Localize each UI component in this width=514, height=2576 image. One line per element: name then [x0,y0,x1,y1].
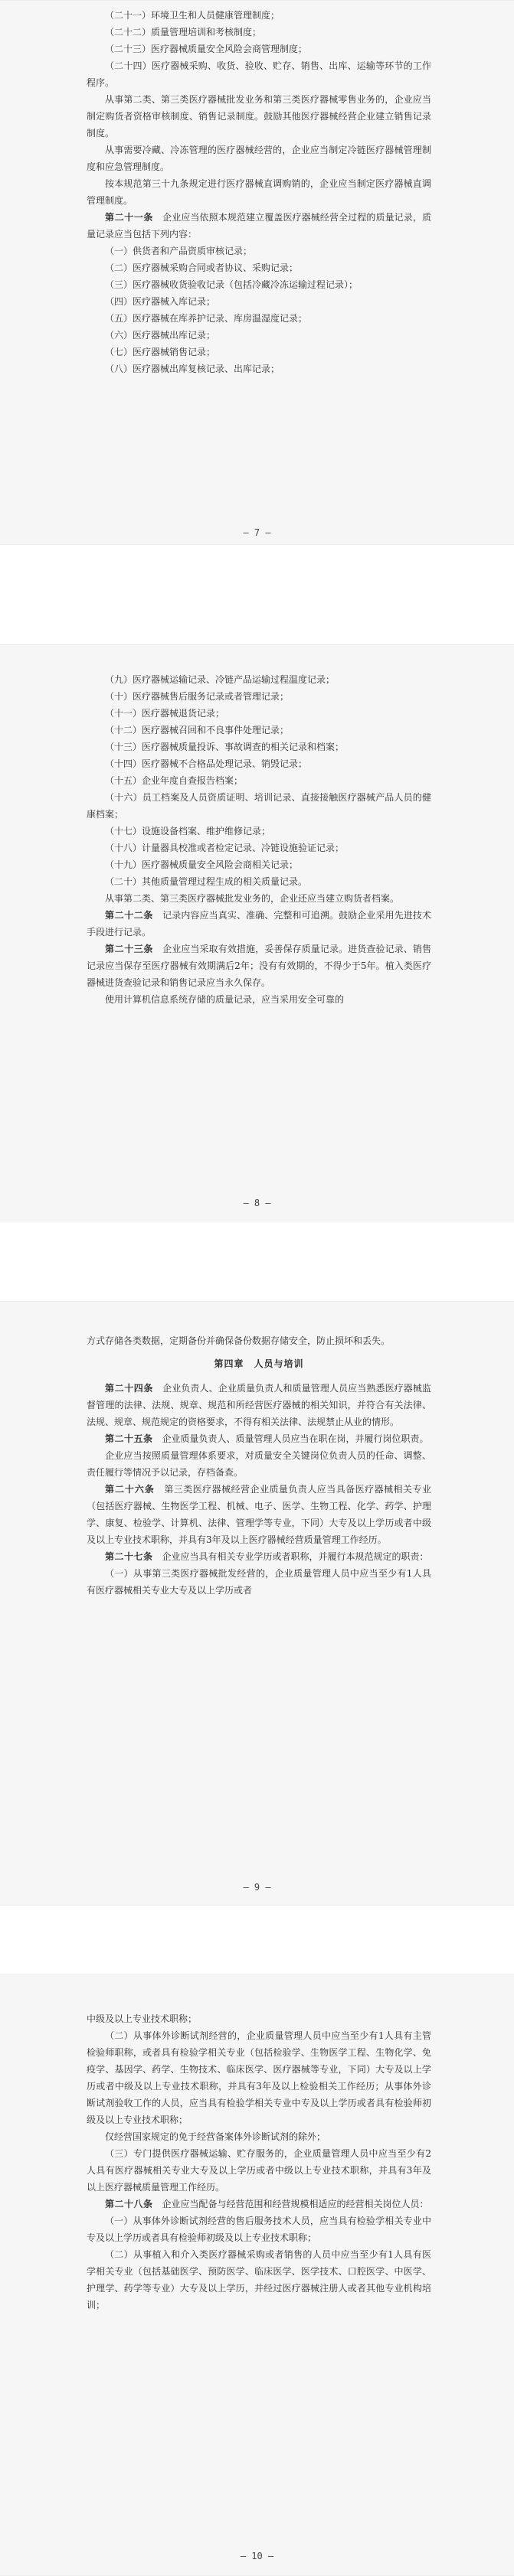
list-item: （十四）医疗器械不合格品处理记录、销毁记录； [105,758,308,769]
paragraph: 从事第二类、第三类医疗器械批发业务和第三类医疗器械零售业务的，企业应当制定购货者资格审核制度、销售记录制度。鼓励其他医疗器械经营企业建立销售记录制度。 [87,94,431,139]
paragraph: （一）从事体外诊断试剂经营的售后服务技术人员，应当具有检验学相关专业中专及以上学历或者具有检验师初级及以上专业技术职称； [87,2216,431,2243]
list-item: （二）医疗器械采购合同或者协议、采购记录； [105,262,299,273]
page-9-body [87,1332,431,1599]
paragraph: 仅经营国家规定的免于经营备案体外诊断试剂的除外； [105,2131,326,2142]
document-page-7 [0,0,514,545]
article-label: 第二十五条 [105,1433,153,1444]
list-item: （十三）医疗器械质量投诉、事故调查的相关记录和档案； [105,742,345,752]
paragraph: 从事需要冷藏、冷冻管理的医疗器械经营的，企业应当制定冷链医疗器械管理制度和应急管理制度。 [87,145,431,172]
document-page-8 [0,644,514,1221]
page-number: — 7 — [243,527,271,538]
list-item: （四）医疗器械入库记录； [105,296,216,307]
article-label: 第二十一条 [105,212,154,223]
paragraph: 从事第二类、第三类医疗器械批发业务的，企业还应当建立购货者档案。 [105,893,400,904]
article-26 [87,1481,431,1548]
paragraph: 按本规范第三十九条规定进行医疗器械直调购销的，企业应当制定医疗器械直调管理制度。 [87,178,431,206]
page-number: — 9 — [243,1882,271,1893]
paragraph: （一）从事第三类医疗器械批发经营的，企业质量管理人员中应当至少有1人具有医疗器械相关专业大专及以上学历或者 [87,1568,431,1596]
list-item: （十二）医疗器械召回和不良事件处理记录； [105,725,290,735]
article-text: 企业应当配备与经营范围和经营规模相适应的经营相关岗位人员： [162,2199,429,2209]
list-item: （九）医疗器械运输记录、冷链产品运输过程温度记录； [105,674,336,685]
article-label: 第二十二条 [105,910,154,921]
list-item: （三）医疗器械收货验收记录（包括冷藏冷冻运输过程记录）； [105,279,358,290]
list-item: （一）供货者和产品资质审核记录； [105,246,253,256]
list-item: （十八）计量器具校准或者检定记录、冷链设施验证记录； [105,843,345,853]
page-number: — 10 — [240,2551,274,2561]
list-item: （十六）员工档案及人员资质证明、培训记录、直接接触医疗器械产品人员的健康档案； [87,792,431,820]
list-item: （六）医疗器械出库记录； [105,330,216,341]
page-number: — 8 — [243,1198,271,1208]
document-page-10 [0,1974,514,2576]
article-text: 企业质量负责人、质量管理人员应当在职在岗，并履行岗位职责。 [162,1433,429,1444]
list-item: （十九）医疗器械质量安全风险会商相关记录； [105,859,299,870]
list-item: （七）医疗器械销售记录； [105,347,216,357]
article-21 [87,209,431,243]
article-label: 第二十四条 [105,1383,154,1394]
article-label: 第二十七条 [105,1551,153,1562]
paragraph: 方式存储各类数据，定期备份并确保备份数据存储安全，防止损坏和丢失。 [87,1335,391,1346]
paragraph: （二十二）质量管理培训和考核制度； [105,27,262,37]
list-item: （八）医疗器械出库复核记录、出库记录； [105,364,280,374]
article-text: 企业应当采取有效措施，妥善保存质量记录。进货查验记录、销售记录应当保存至医疗器械有效期满后2年；没有有效期的，不得少于5年。植入类医疗器械进货查验记录和销售记录应当永久保存。 [87,944,431,988]
article-label: 第二十八条 [105,2199,153,2209]
article-24 [87,1380,431,1430]
article-label: 第二十三条 [105,944,154,954]
article-label: 第二十六条 [105,1484,155,1495]
page-7-body [87,7,431,377]
document-page-9 [0,1301,514,1906]
list-item: （十五）企业年度自查报告档案； [105,775,244,786]
paragraph: （二十一）环境卫生和人员健康管理制度； [105,10,280,21]
list-item: （十）医疗器械售后服务记录或者管理记录； [105,691,290,702]
article-27 [87,1548,431,1565]
article-text: 企业应当具有相关专业学历或者职称，并履行本规范规定的职责： [162,1551,429,1562]
article-text: 记录内容应当真实、准确、完整和可追溯。鼓励企业采用先进技术手段进行记录。 [87,910,431,937]
list-item: （十七）设施设备档案、维护维修记录； [105,826,271,836]
list-item: （二十）其他质量管理过程生成的相关质量记录。 [105,876,308,887]
article-text: 第三类医疗器械经营企业质量负责人应当具备医疗器械相关专业（包括医疗器械、生物医学工程、机械、电子、医学、生物工程、化学、药学、护理学、康复、检验学、计算机、法律、管理学等专业，下同）大专及以上学历或者中级及以上专业技术职称，并具有3年及以上医疗器械经营质量管理工作经历。 [87,1484,431,1545]
chapter-heading: 第四章 人员与培训 [214,1358,304,1369]
paragraph: （二）从事体外诊断试剂经营的，企业质量管理人员中应当至少有1人具有主管检验师职称，或者具有检验学相关专业（包括检验学、生物医学工程、生物化学、免疫学、基因学、药学、生物技术、临床医学、医疗器械等专业，下同）大专及以上学历或者中级及以上专业技术职称，并具有3年及以上检验相关工作经历；从事体外诊断试剂验收工作的人员，应当具有检验学相关专业中专及以上学历或者具有检验师初级及以上专业技术职称； [87,2030,431,2125]
paragraph: 中级及以上专业技术职称； [87,2014,198,2024]
paragraph: （二十三）医疗器械质量安全风险会商管理制度； [105,44,308,54]
page-8-body [87,671,431,1008]
article-text: 企业应当依照本规范建立覆盖医疗器械经营全过程的质量记录，质量记录应当包括下列内容： [87,212,431,240]
paragraph: 企业应当按照质量管理体系要求，对质量安全关键岗位负责人员的任命、调整、责任履行等情况予以记录，存档备查。 [87,1450,431,1478]
article-text: 企业负责人、企业质量负责人和质量管理人员应当熟悉医疗器械监督管理的法律、法规、规章、规范和所经营医疗器械的相关知识，并符合有关法律、法规、规章、规范规定的资格要求，不得有相关法律、法规禁止从业的情形。 [87,1383,431,1427]
page-10-body [87,2010,431,2314]
paragraph: （二）从事植入和介入类医疗器械采购或者销售的人员中应当至少有1人具有医学相关专业（包括基础医学、预防医学、临床医学、医学技术、口腔医学、中医学、护理学、药学等专业）大专及以上学历，并经过医疗器械注册人或者其他专业机构培训； [87,2249,431,2310]
paragraph: （三）专门提供医疗器械运输、贮存服务的，企业质量管理人员中应当至少有2人具有医疗器械相关专业大专及以上学历或者中级以上专业技术职称，并具有3年及以上医疗器械质量管理工作经历。 [87,2148,431,2193]
paragraph: （二十四）医疗器械采购、收货、验收、贮存、销售、出库、运输等环节的工作程序。 [87,60,431,88]
list-item: （十一）医疗器械退货记录； [105,708,225,719]
article-28 [87,2196,431,2212]
paragraph: 使用计算机信息系统存储的质量记录，应当采用安全可靠的 [105,994,345,1005]
article-25 [87,1430,431,1447]
article-22 [87,907,431,941]
article-23 [87,941,431,991]
list-item: （五）医疗器械在库养护记录、库房温湿度记录； [105,313,308,324]
